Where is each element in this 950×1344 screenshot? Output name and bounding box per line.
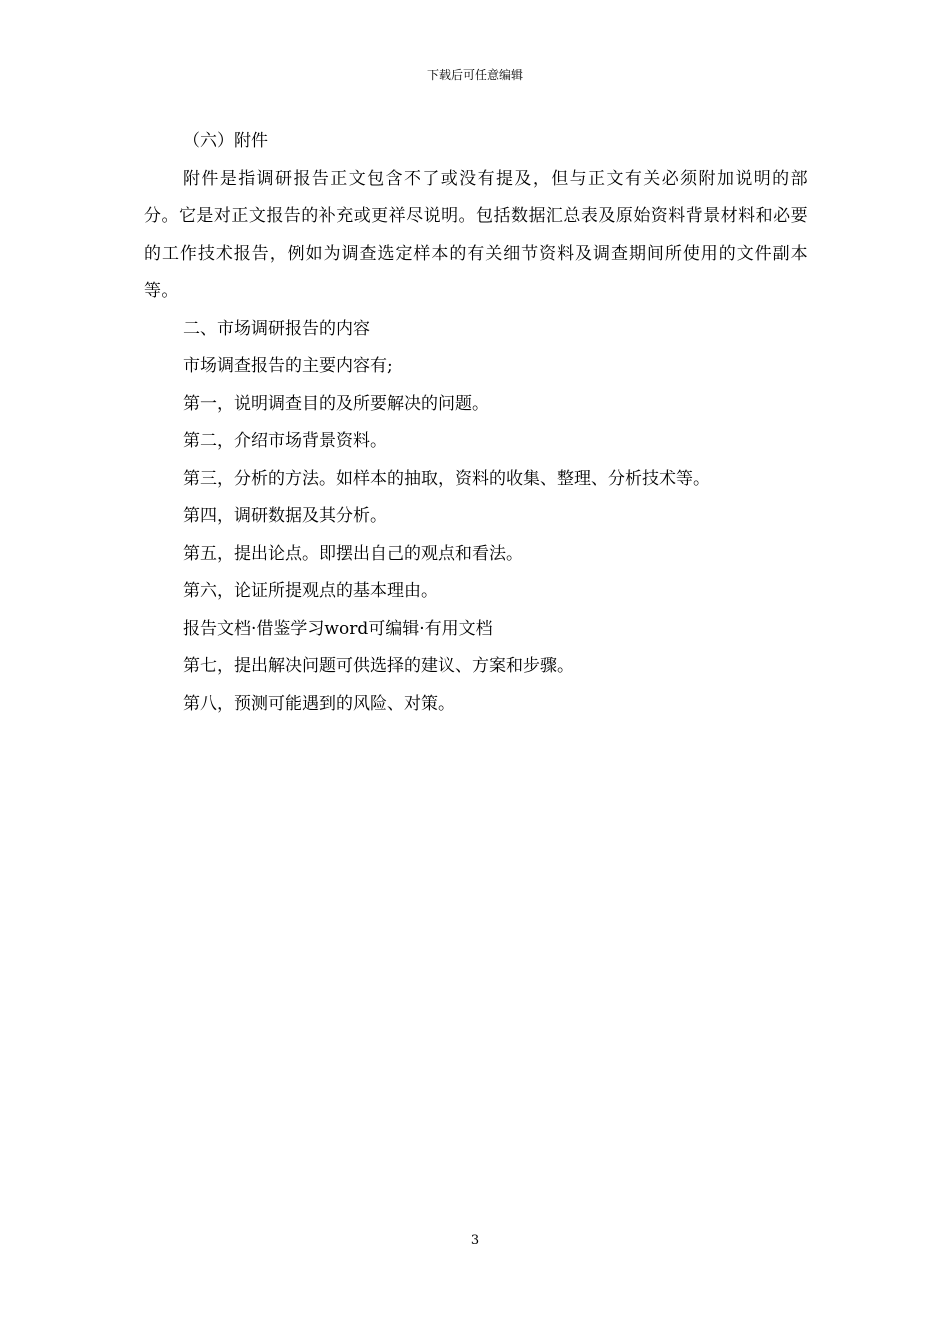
list-item-second: 第二，介绍市场背景资料。 — [183, 431, 387, 451]
paragraph-main-content-intro: 市场调查报告的主要内容有; — [183, 356, 393, 376]
list-item-first: 第一，说明调查目的及所要解决的问题。 — [183, 393, 489, 414]
list-item-fifth: 第五，提出论点。即摆出自己的观点和看法。 — [183, 543, 523, 564]
list-item-sixth: 第六，论证所提观点的基本理由。 — [183, 581, 438, 601]
page-number: 3 — [470, 1233, 480, 1248]
list-item-fourth: 第四，调研数据及其分析。 — [183, 506, 387, 526]
paragraph-attachment-description: 附件是指调研报告正文包含不了或没有提及，但与正文有关必须附加说明的部分。它是对正文报告的补充或更祥尽说明。包括数据汇总表及原始资料背景材料和必要的工作技术报告，例如为调查选定样本的有关细节资料及调查期间所使用的文件副本等。 — [144, 168, 808, 301]
section-heading-attachment: （六）附件 — [183, 131, 268, 151]
document-body — [144, 123, 808, 723]
list-item-third: 第三，分析的方法。如样本的抽取，资料的收集、整理、分析技术等。 — [183, 468, 710, 489]
list-item-seventh: 第七，提出解决问题可供选择的建议、方案和步骤。 — [183, 656, 574, 676]
section-heading-report-content: 二、市场调研报告的内容 — [183, 318, 370, 339]
list-item-eighth: 第八，预测可能遇到的风险、对策。 — [183, 693, 455, 714]
page-header: 下载后可任意编辑 — [426, 68, 523, 82]
watermark-line: 报告文档·借鉴学习word可编辑·有用文档 — [183, 618, 493, 639]
